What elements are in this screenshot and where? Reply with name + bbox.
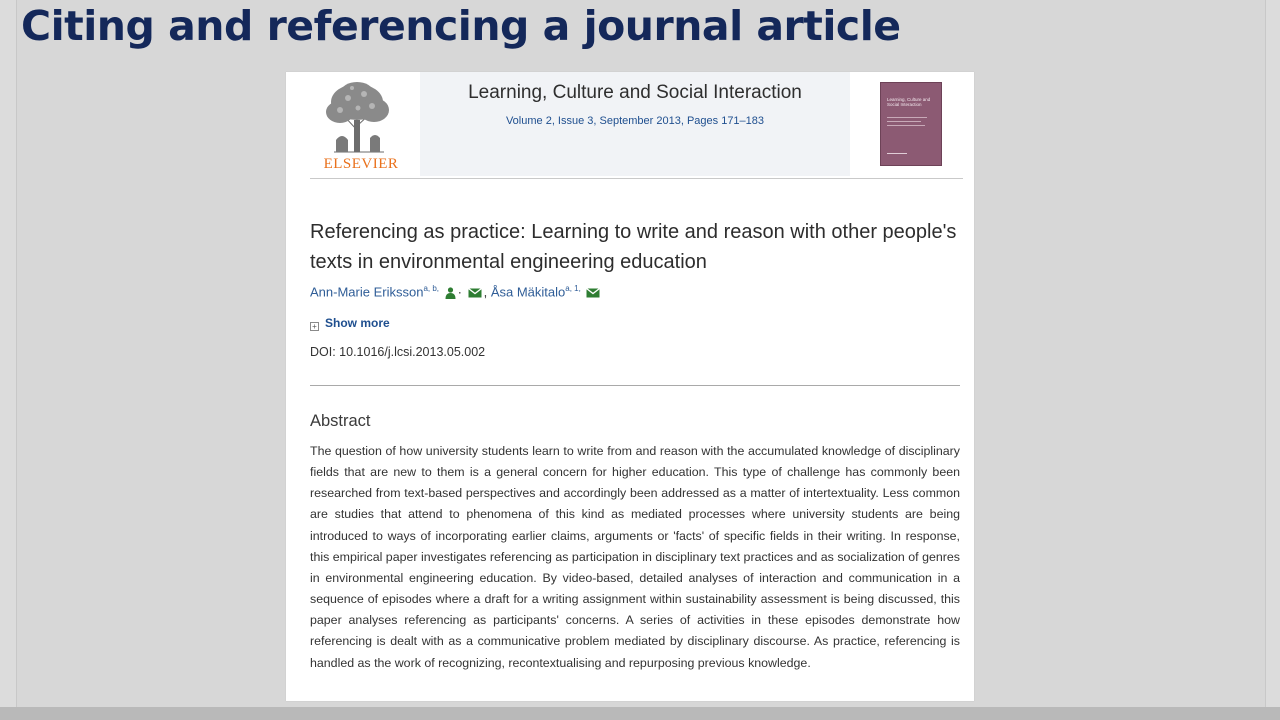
tree-logo-icon	[314, 78, 400, 156]
header-divider	[310, 178, 963, 179]
journal-issue-link[interactable]: Volume 2, Issue 3, September 2013, Pages 171–183	[505, 115, 765, 127]
show-more-label: Show more	[325, 316, 390, 330]
show-more-toggle[interactable]	[310, 316, 390, 331]
elsevier-logo[interactable]	[314, 78, 400, 172]
author-affiliation[interactable]: a, 1,	[565, 284, 581, 293]
plus-icon: +	[310, 322, 319, 331]
bottom-bar	[0, 707, 1280, 720]
journal-title[interactable]: Learning, Culture and Social Interaction	[468, 82, 802, 103]
slide	[16, 0, 1266, 707]
mail-icon[interactable]	[586, 288, 600, 298]
cover-decoration	[887, 121, 921, 122]
author-affiliation[interactable]: a, b,	[423, 284, 440, 293]
author-link[interactable]: Åsa Mäkitalo	[490, 284, 566, 300]
person-icon[interactable]	[445, 287, 456, 299]
mail-icon[interactable]	[468, 288, 482, 298]
separator-dot: ·	[457, 284, 462, 300]
article-page	[286, 72, 974, 701]
publisher-name: ELSEVIER	[323, 156, 399, 172]
abstract-heading: Abstract	[310, 412, 371, 430]
author-link[interactable]: Ann-Marie Eriksson	[310, 284, 424, 300]
cover-decoration	[887, 117, 927, 118]
article-title: Referencing as practice: Learning to write and reason with other people's texts in environmental engineering education	[310, 221, 957, 273]
separator-comma: ,	[483, 284, 491, 300]
slide-title: Citing and referencing a journal article	[21, 2, 901, 50]
abstract-text: The question of how university students learn to write from and reason with the accumulated knowledge of disciplinary fields that are new to them is a general concern for higher education. This type of challenge has commonly been researched from text-based perspectives and accordingly been addressed as a matter of intertextuality. Less common are studies that attend to phenomena of this kind as mediated processes where university students are being introduced to ways of incorporating earlier claims, arguments or 'facts' of specific fields in their writing. In response, this empirical paper investigates referencing as participation in disciplinary text practices and as socialization of genres in environmental engineering education. By video-based, detailed analyses of interaction and communication in a sequence of episodes where a draft for a writing assignment within sustainability assessment is being discussed, this paper analyses referencing as participants' concerns. A series of activities in these episodes demonstrate how referencing is dealt with as a communicative problem mediated by disciplinary discourse. As practice, referencing is handled as the work of recognizing, recontextualising and repurposing previous knowledge.	[310, 444, 960, 670]
doi-link[interactable]: DOI: 10.1016/j.lcsi.2013.05.002	[310, 345, 486, 359]
cover-decoration	[887, 153, 907, 154]
cover-title: Learning, Culture and Social Interaction	[887, 97, 931, 107]
author-list	[310, 284, 602, 299]
journal-header	[420, 72, 850, 176]
journal-cover-image[interactable]	[880, 82, 942, 166]
cover-decoration	[887, 125, 925, 126]
abstract-divider	[310, 385, 960, 386]
